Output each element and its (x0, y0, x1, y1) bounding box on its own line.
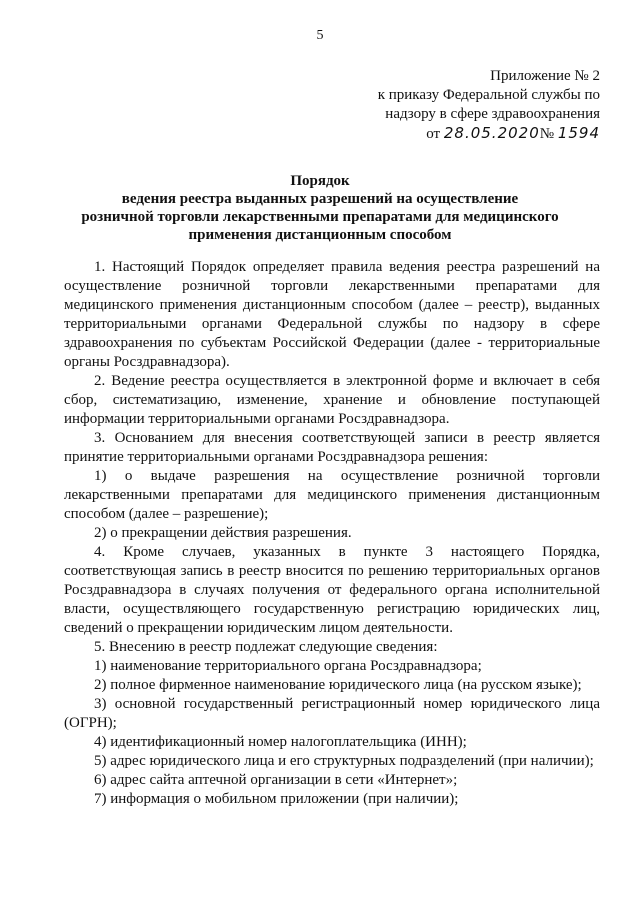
paragraph: 5. Внесению в реестр подлежат следующие сведения: (94, 639, 438, 655)
date-prefix: от (426, 126, 441, 142)
appendix-agency: надзору в сфере здравоохранения (385, 106, 600, 122)
appendix-date-line (378, 124, 600, 144)
paragraph: 2) полное фирменное наименование юридического лица (на русском языке); (94, 677, 582, 693)
appendix-header (378, 67, 600, 144)
title-line-2: ведения реестра выданных разрешений на осуществление (121, 191, 519, 207)
paragraph: 4) идентификационный номер налогоплательщика (ИНН); (94, 734, 467, 750)
appendix-title: Приложение № 2 (490, 68, 600, 84)
paragraph: 1) наименование территориального органа Росздравнадзора; (94, 658, 482, 674)
appendix-order-ref: к приказу Федеральной службы по (377, 87, 600, 103)
handwritten-number: 1594 (557, 124, 600, 142)
handwritten-date: 28.05.2020 (443, 124, 540, 142)
document-body (64, 258, 600, 809)
paragraph: 6) адрес сайта аптечной организации в сети «Интернет»; (94, 772, 458, 788)
page-number: 5 (316, 28, 324, 43)
paragraph: 1. Настоящий Порядок определяет правила ведения реестра разрешений на осуществление розничной торговли лекарственными препаратами для медицинского применения дистанционным способом (далее – реестр), выданных территориальными органами Федеральной службы по надзору в сфере здравоохранения по субъектам Российской Федерации (далее - территориальные органы Росздравнадзора). (64, 259, 600, 370)
title-line-4: применения дистанционным способом (188, 227, 452, 243)
paragraph: 2. Ведение реестра осуществляется в электронной форме и включает в себя сбор, систематизацию, изменение, хранение и обновление поступающей информации территориальными органами Росздравнадзора. (64, 373, 600, 427)
paragraph: 7) информация о мобильном приложении (при наличии); (94, 791, 459, 807)
paragraph: 4. Кроме случаев, указанных в пункте 3 настоящего Порядка, соответствующая запись в реестр вносится по решению территориальных органов Росздравнадзора в случаях получения от федерального органа исполнительной власти, осуществляющего государственную регистрацию юридических лиц, сведений о прекращении юридическим лицом деятельности. (64, 544, 600, 636)
paragraph: 3. Основанием для внесения соответствующей записи в реестр является принятие территориальными органами Росздравнадзора решения: (64, 430, 600, 465)
title-line-1: Порядок (290, 173, 350, 189)
title-line-3: розничной торговли лекарственными препаратами для медицинского (81, 209, 559, 225)
paragraph: 2) о прекращении действия разрешения. (94, 525, 352, 541)
paragraph: 3) основной государственный регистрационный номер юридического лица (ОГРН); (64, 696, 600, 731)
number-sign: № (539, 126, 555, 142)
paragraph: 1) о выдаче разрешения на осуществление розничной торговли лекарственными препаратами для медицинского применения дистанционным способом (далее – разрешение); (64, 468, 600, 522)
paragraph: 5) адрес юридического лица и его структурных подразделений (при наличии); (94, 753, 594, 769)
document-title (40, 172, 600, 244)
